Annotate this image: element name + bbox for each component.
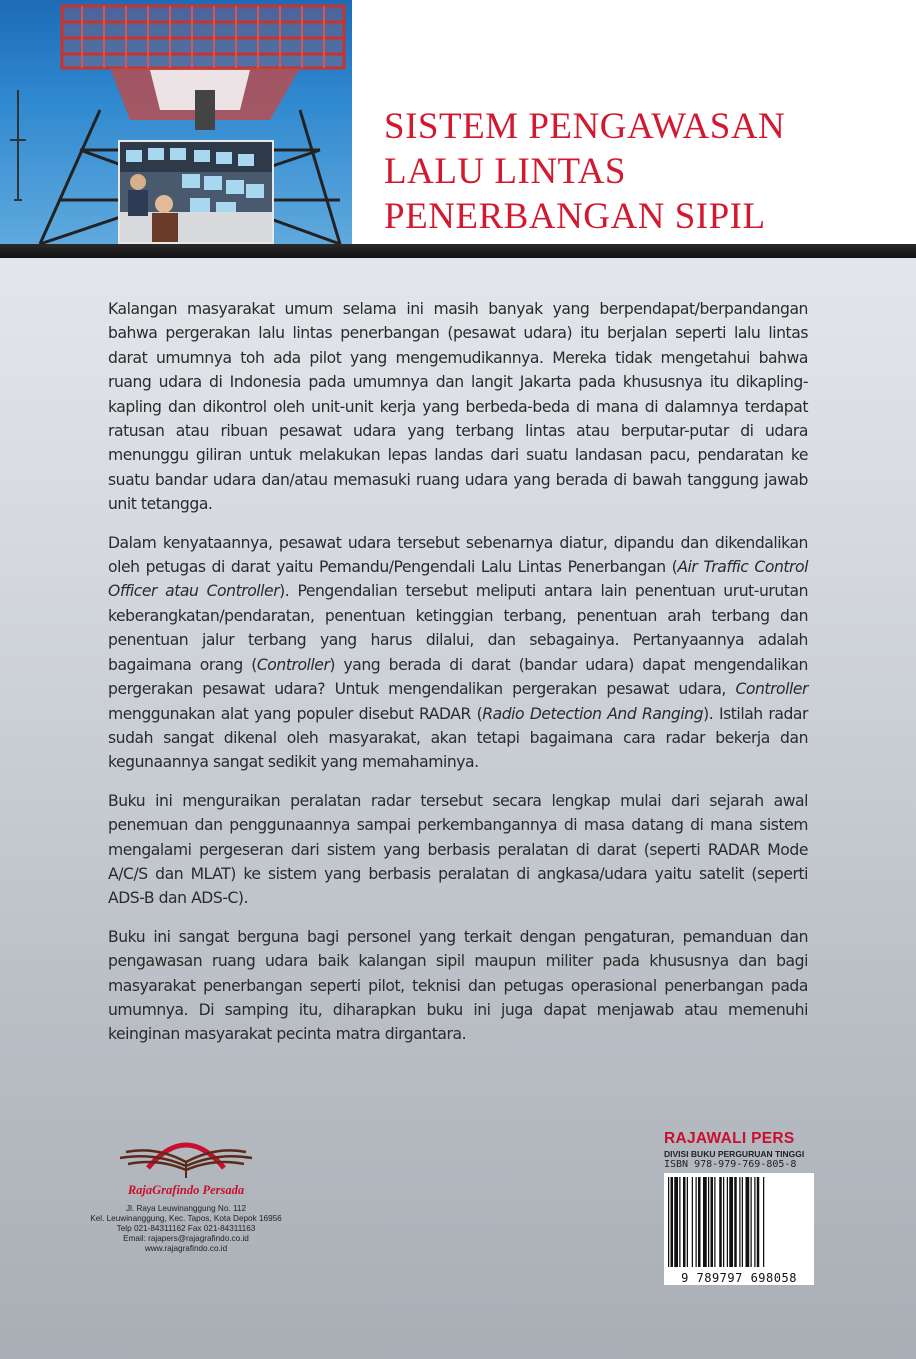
control-room-photo <box>118 140 274 244</box>
publisher-name: RajaGrafindo Persada <box>127 1183 245 1197</box>
paragraph-4: Buku ini sangat berguna bagi personel yang terkait dengan pengaturan, pemanduan dan pengawasan ruang udara baik kalangan sipil maupun militer pada khususnya dan bagi masyarakat penerbangan seperti pilot, teknisi dan petugas operasional penerbangan pada umumnya. Di samping itu, diharapkan buku ini juga dapat menjawab atau memenuhi keinginan masyarakat pecinta matra dirgantara. <box>108 927 808 1044</box>
barcode <box>664 1173 814 1285</box>
address-line: www.rajagrafindo.co.id <box>144 1244 228 1253</box>
paragraph-2: Dalam kenyataannya, pesawat udara tersebut sebenarnya diatur, dipandu dan dikendalikan oleh petugas di darat yaitu Pemandu/Pengendali Lalu Lintas Penerbangan (Air Traffic Control Officer atau Controller). Pengendalian tersebut meliputi antara lain penentuan urut-urutan keberangkatan/pendaratan, penentuan ketinggian terbang, penentuan arah terbang dan penentuan jalur terbang yang harus dilalui, dan sebagainya. Pertanyaannya adalah bagaimana orang (Controller) yang berada di darat (bandar udara) dapat mengendalikan pergerakan pesawat udara? Untuk mengendalikan pergerakan pesawat udara, Controller menggunakan alat yang populer disebut RADAR (Radio Detection And Ranging). Istilah radar sudah sangat dikenal oleh masyarakat, akan tetapi bagaimana cara radar bekerja dan kegunaannya sangat sedikit yang memahaminya. <box>108 533 809 772</box>
address-line: Kel. Leuwinanggung, Kec. Tapos, Kota Depok 16956 <box>90 1214 282 1223</box>
isbn-block <box>664 1130 814 1285</box>
barcode-digits: 9 789797 698058 <box>664 1271 814 1285</box>
title-line-3: PENERBANGAN SIPIL <box>384 196 766 237</box>
publisher-block <box>86 1128 286 1254</box>
cover-photo-radar <box>0 0 352 244</box>
address-line: Email: rajapers@rajagrafindo.co.id <box>123 1234 249 1243</box>
barcode-bars-icon <box>664 1173 814 1269</box>
publisher-address <box>86 1204 286 1254</box>
imprint-name: RAJAWALI PERS <box>664 1130 795 1147</box>
publisher-logo-icon <box>106 1128 266 1180</box>
header-panel <box>0 0 916 244</box>
title-line-1: SISTEM PENGAWASAN <box>384 106 786 147</box>
address-line: Telp 021-84311162 Fax 021-84311163 <box>116 1224 256 1233</box>
title-line-2: LALU LINTAS <box>384 151 626 192</box>
address-line: Jl. Raya Leuwinanggung No. 112 <box>125 1204 246 1213</box>
header-divider <box>0 244 916 258</box>
paragraph-1: Kalangan masyarakat umum selama ini masih banyak yang berpendapat/berpandangan bahwa pergerakan lalu lintas penerbangan (pesawat udara) itu berjalan seperti lalu lintas darat umumnya toh ada pilot yang mengemudikannya. Mereka tidak mengetahui bahwa ruang udara di Indonesia pada umumnya dan langit Jakarta pada khususnya itu dikapling-kapling dan dikontrol oleh unit-unit kerja yang berbeda-beda di mana di dalamnya terdapat ratusan atau ribuan pesawat udara yang terbang lintas atau berputar-putar di udara menunggu giliran untuk melakukan lepas landas dari suatu landasan pacu, pendaratan ke suatu bandar udara dan/atau memasuki ruang udara yang berada di bawah tanggung jawab unit tetangga. <box>108 300 808 514</box>
blurb-text <box>108 297 808 1061</box>
paragraph-3: Buku ini menguraikan peralatan radar tersebut secara lengkap mulai dari sejarah awal penemuan dan penggunaannya sampai perkembangannya di masa datang di mana sistem mengalami pergeseran dari sistem yang berbasis peralatan di darat (seperti RADAR Mode A/C/S dan MLAT) ke sistem yang berbasis peralatan di angkasa/udara yaitu satelit (seperti ADS-B dan ADS-C). <box>108 791 808 908</box>
isbn-number: ISBN 978-979-769-805-8 <box>664 1159 797 1170</box>
imprint-division: DIVISI BUKU PERGURUAN TINGGI <box>664 1149 805 1159</box>
book-title <box>384 104 904 239</box>
